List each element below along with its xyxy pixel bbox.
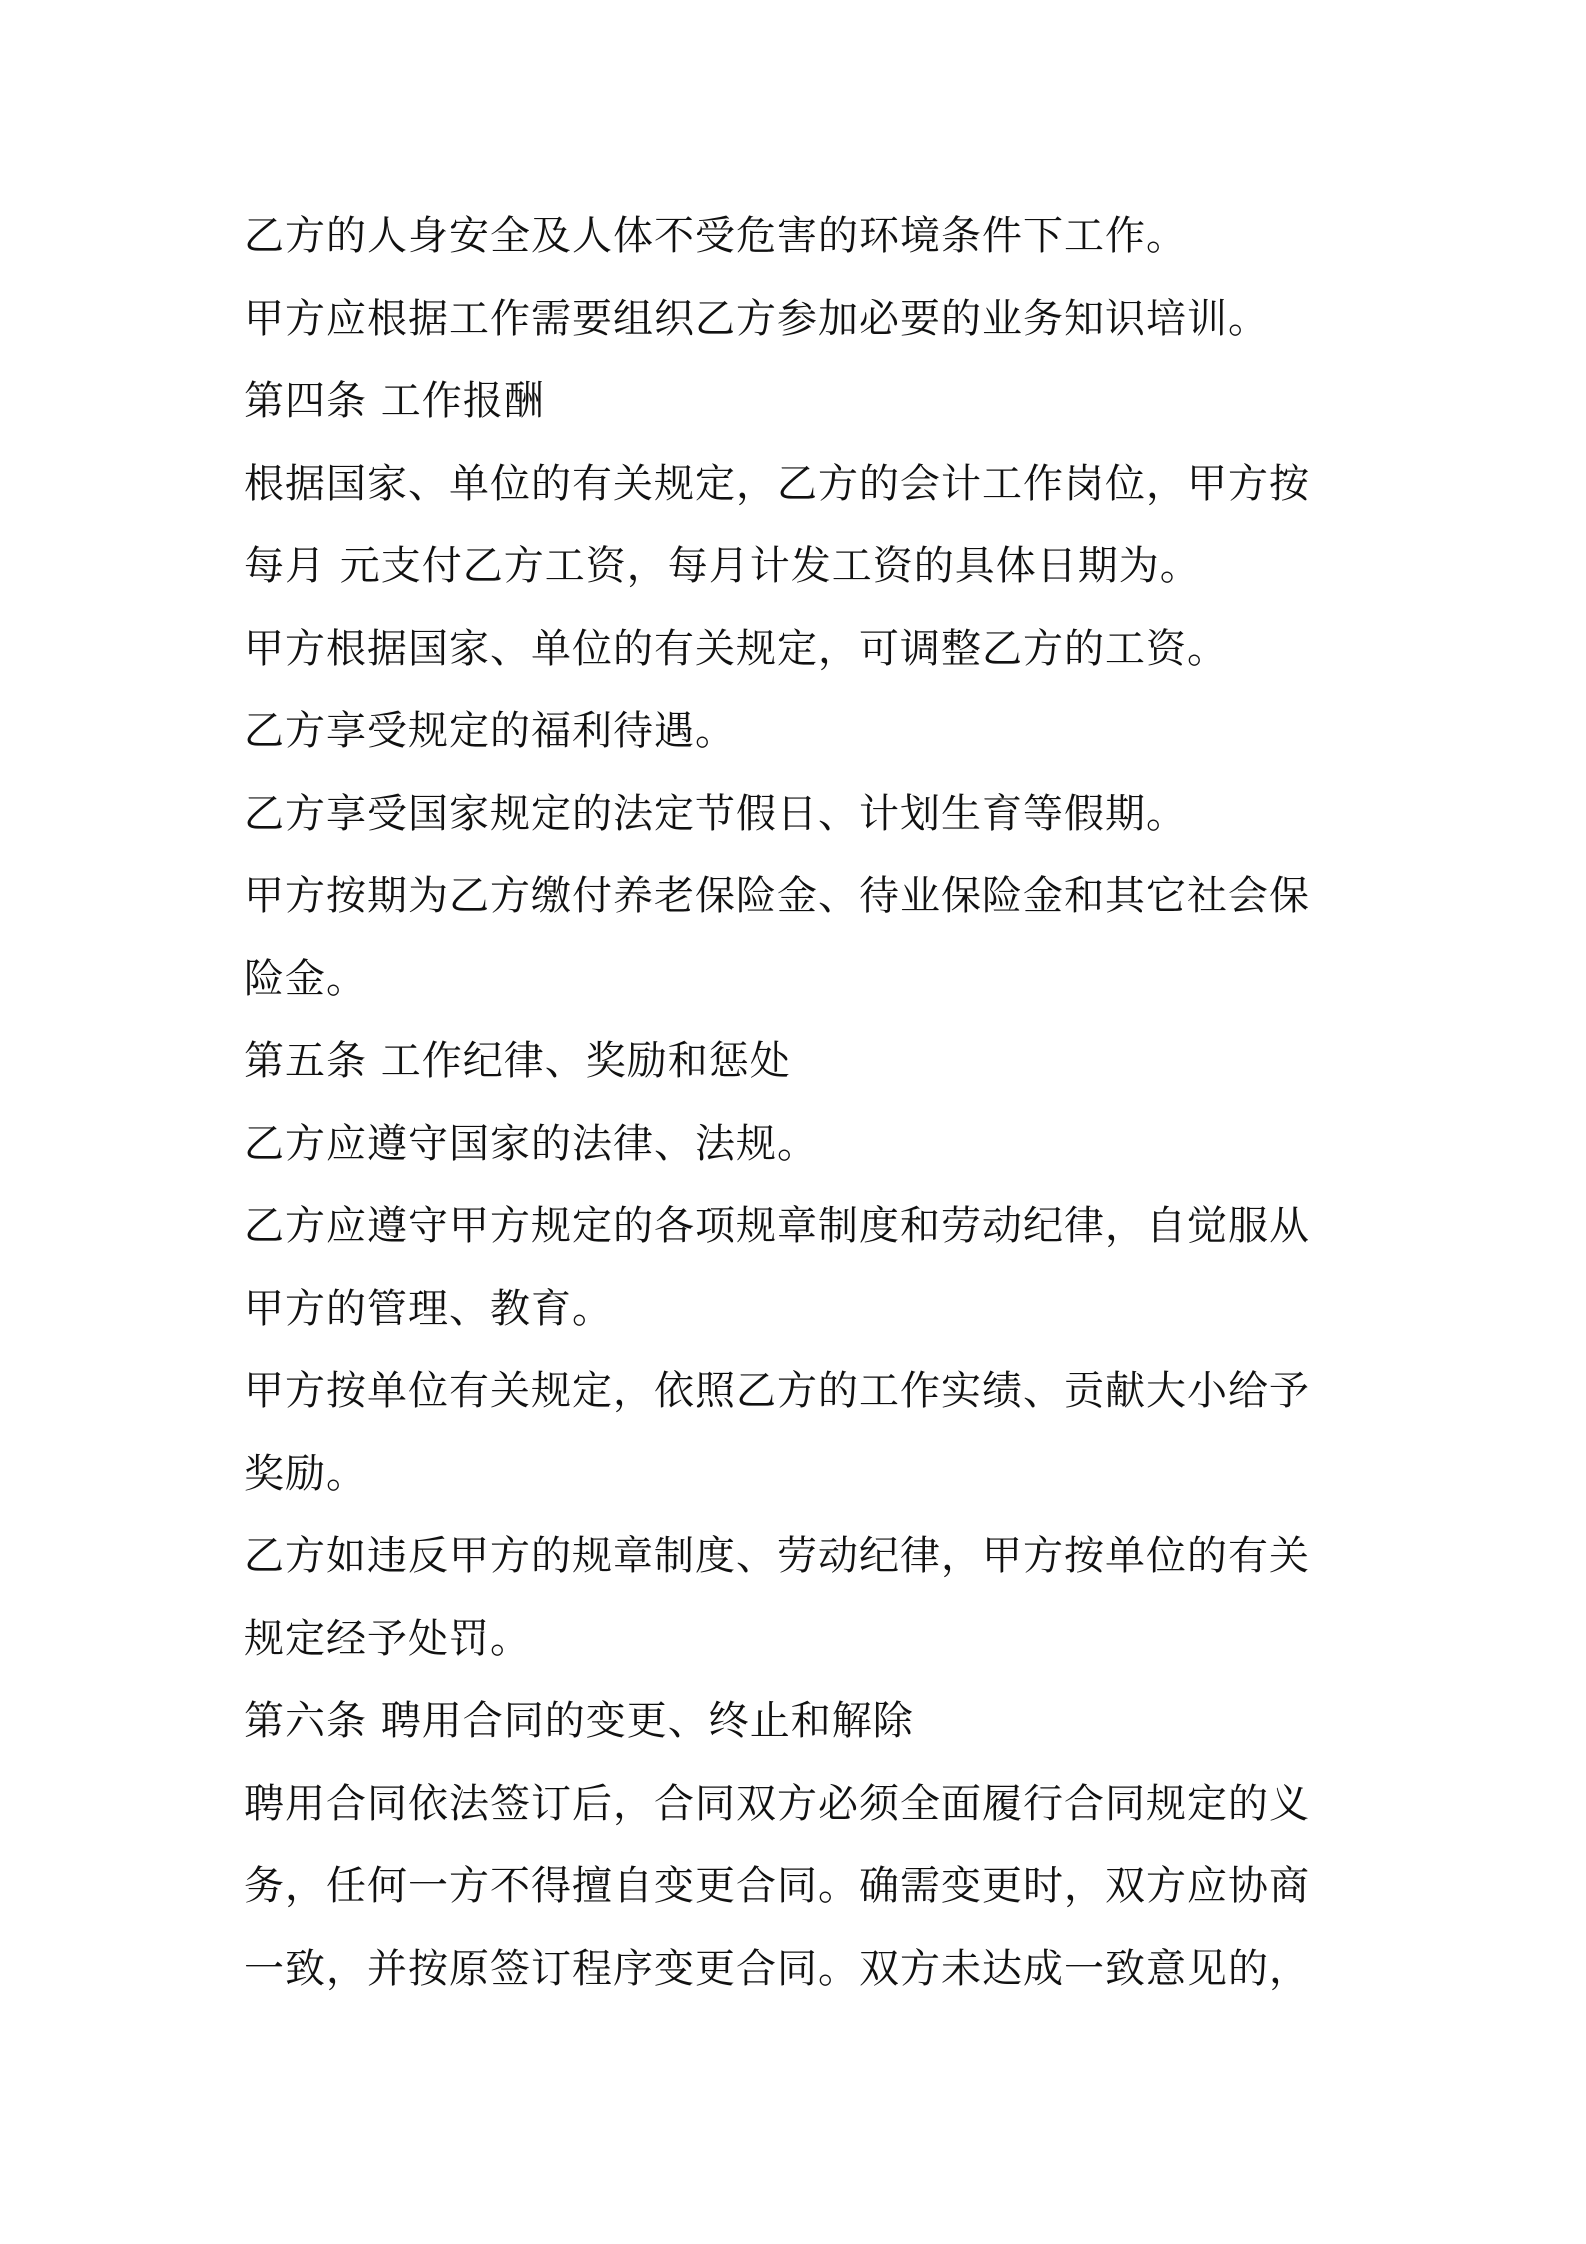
text-line: 聘用合同依法签订后，合同双方必须全面履行合同规定的义: [244, 1780, 1310, 1827]
text-line: 根据国家、单位的有关规定，乙方的会计工作岗位，甲方按: [244, 460, 1310, 507]
text-line: 规定经予处罚。: [244, 1615, 531, 1662]
section-heading: 第五条 工作纪律、奖励和惩处: [244, 1038, 791, 1084]
text-line: 甲方应根据工作需要组织乙方参加必要的业务知识培训。: [244, 295, 1269, 342]
text-line: 务，任何一方不得擅自变更合同。确需变更时，双方应协商: [244, 1863, 1310, 1909]
text-line: 乙方应遵守甲方规定的各项规章制度和劳动纪律，自觉服从: [244, 1203, 1310, 1249]
text-line: 每月 元支付乙方工资，每月计发工资的具体日期为。: [244, 543, 1201, 589]
text-line: 甲方根据国家、单位的有关规定，可调整乙方的工资。: [244, 625, 1228, 672]
section-heading: 第四条 工作报酬: [244, 378, 545, 424]
text-line: 甲方按单位有关规定，依照乙方的工作实绩、贡献大小给予: [244, 1368, 1310, 1414]
text-line: 乙方享受规定的福利待遇。: [244, 708, 736, 754]
text-line: 一致，并按原签订程序变更合同。双方未达成一致意见的，: [244, 1945, 1310, 1992]
text-line: 乙方享受国家规定的法定节假日、计划生育等假期。: [244, 790, 1187, 837]
text-line: 甲方的管理、教育。: [244, 1285, 613, 1332]
section-heading: 第六条 聘用合同的变更、终止和解除: [244, 1698, 914, 1744]
text-line: 乙方应遵守国家的法律、法规。: [244, 1120, 818, 1167]
text-line: 乙方的人身安全及人体不受危害的环境条件下工作。: [244, 213, 1187, 259]
text-line: 险金。: [244, 955, 367, 1002]
text-line: 乙方如违反甲方的规章制度、劳动纪律，甲方按单位的有关: [244, 1533, 1310, 1579]
document-body: [244, 195, 1364, 2010]
text-line: 甲方按期为乙方缴付养老保险金、待业保险金和其它社会保: [244, 873, 1310, 919]
text-line: 奖励。: [244, 1450, 367, 1497]
